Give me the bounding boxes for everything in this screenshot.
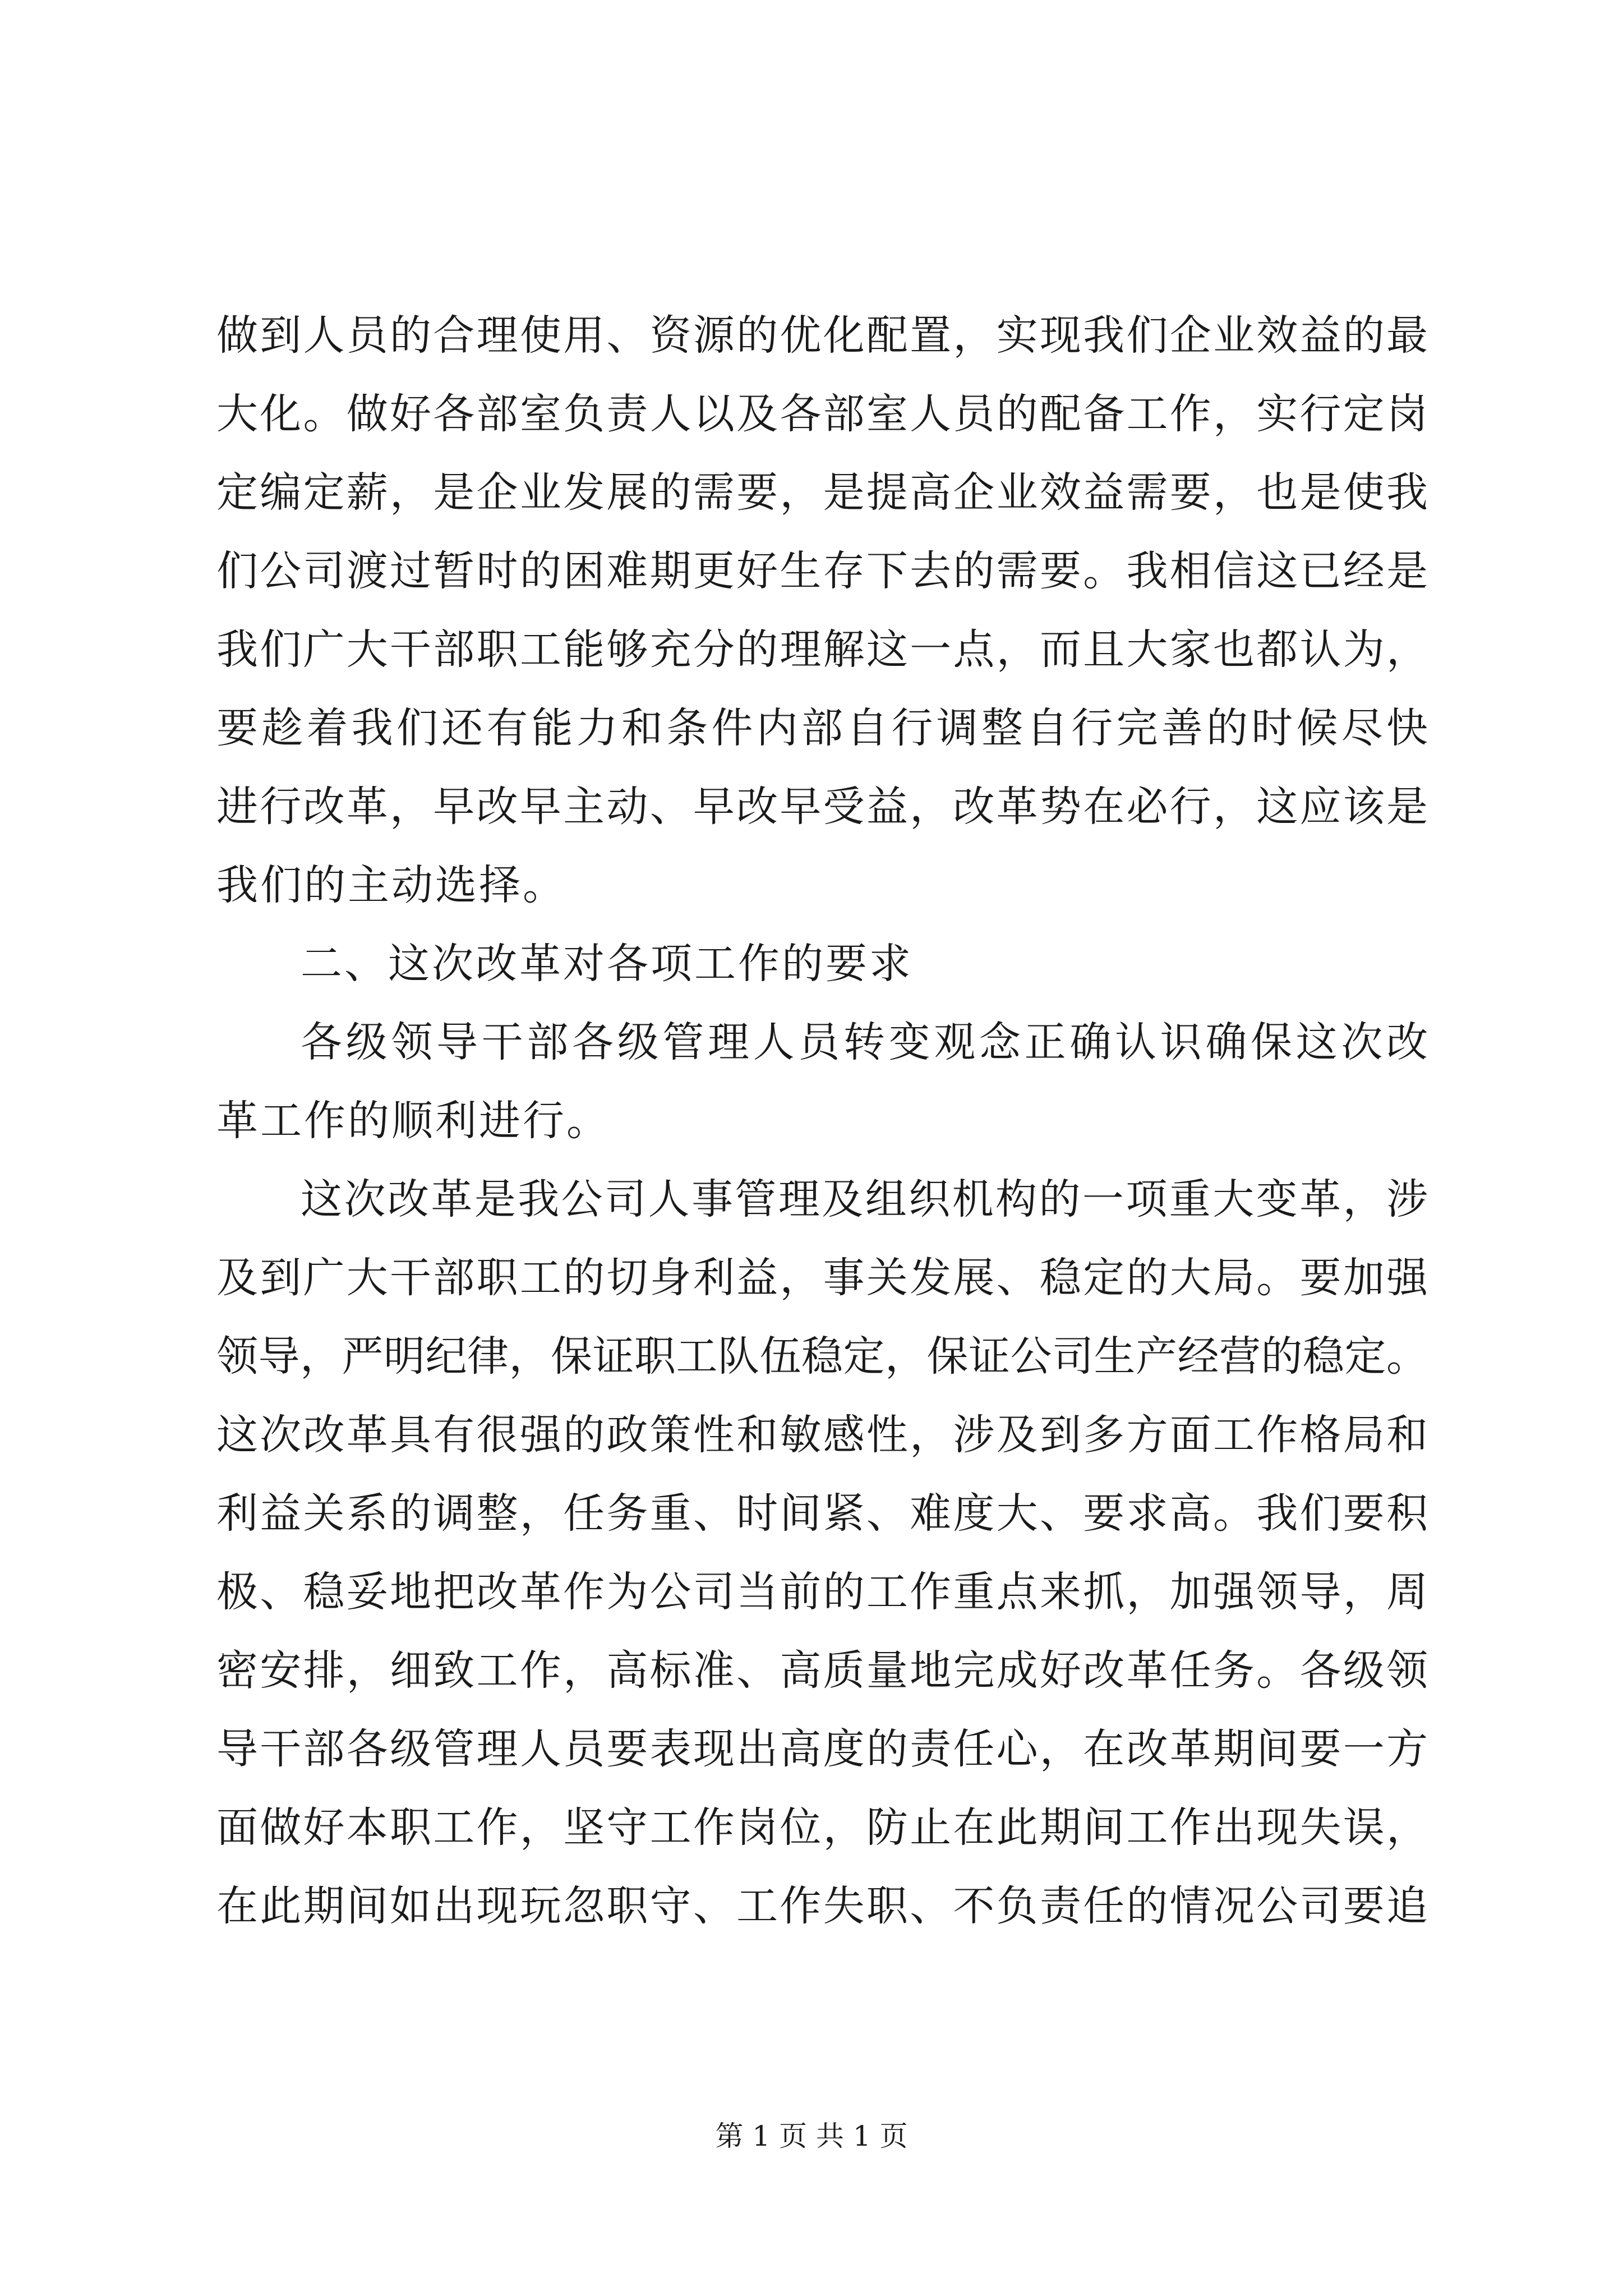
body-line: 极、稳妥地把改革作为公司当前的工作重点来抓，加强领导，周 [216, 1568, 1428, 1616]
body-line: 及到广大干部职工的切身利益，事关发展、稳定的大局。要加强 [216, 1254, 1428, 1302]
body-line: 大化。做好各部室负责人以及各部室人员的配备工作，实行定岗 [216, 390, 1428, 438]
body-line: 这次改革是我公司人事管理及组织机构的一项重大变革，涉 [301, 1175, 1428, 1223]
body-line: 进行改革，早改早主动、早改早受益，改革势在必行，这应该是 [216, 783, 1428, 831]
body-line: 革工作的顺利进行。 [216, 1097, 610, 1145]
body-line: 领导，严明纪律，保证职工队伍稳定，保证公司生产经营的稳定。 [216, 1332, 1428, 1381]
body-line: 密安排，细致工作，高标准、高质量地完成好改革任务。各级领 [216, 1646, 1428, 1695]
body-line: 我们的主动选择。 [216, 861, 566, 909]
body-line: 面做好本职工作，坚守工作岗位，防止在此期间工作出现失误， [216, 1803, 1428, 1852]
body-line: 我们广大干部职工能够充分的理解这一点，而且大家也都认为， [216, 625, 1428, 674]
body-line: 要趁着我们还有能力和条件内部自行调整自行完善的时候尽快 [216, 704, 1428, 752]
body-line: 做到人员的合理使用、资源的优化配置，实现我们企业效益的最 [216, 311, 1428, 360]
body-line: 利益关系的调整，任务重、时间紧、难度大、要求高。我们要积 [216, 1489, 1428, 1538]
body-line: 在此期间如出现玩忽职守、工作失职、不负责任的情况公司要追 [216, 1882, 1428, 1930]
page-footer: 第 1 页 共 1 页 [715, 2120, 908, 2152]
body-line: 各级领导干部各级管理人员转变观念正确认识确保这次改 [301, 1018, 1428, 1066]
body-line: 们公司渡过暂时的困难期更好生存下去的需要。我相信这已经是 [216, 547, 1428, 595]
body-line: 导干部各级管理人员要表现出高度的责任心，在改革期间要一方 [216, 1725, 1428, 1773]
section-heading: 二、这次改革对各项工作的要求 [301, 940, 913, 988]
body-line: 定编定薪，是企业发展的需要，是提高企业效益需要，也是使我 [216, 468, 1428, 517]
body-line: 这次改革具有很强的政策性和敏感性，涉及到多方面工作格局和 [216, 1411, 1428, 1459]
